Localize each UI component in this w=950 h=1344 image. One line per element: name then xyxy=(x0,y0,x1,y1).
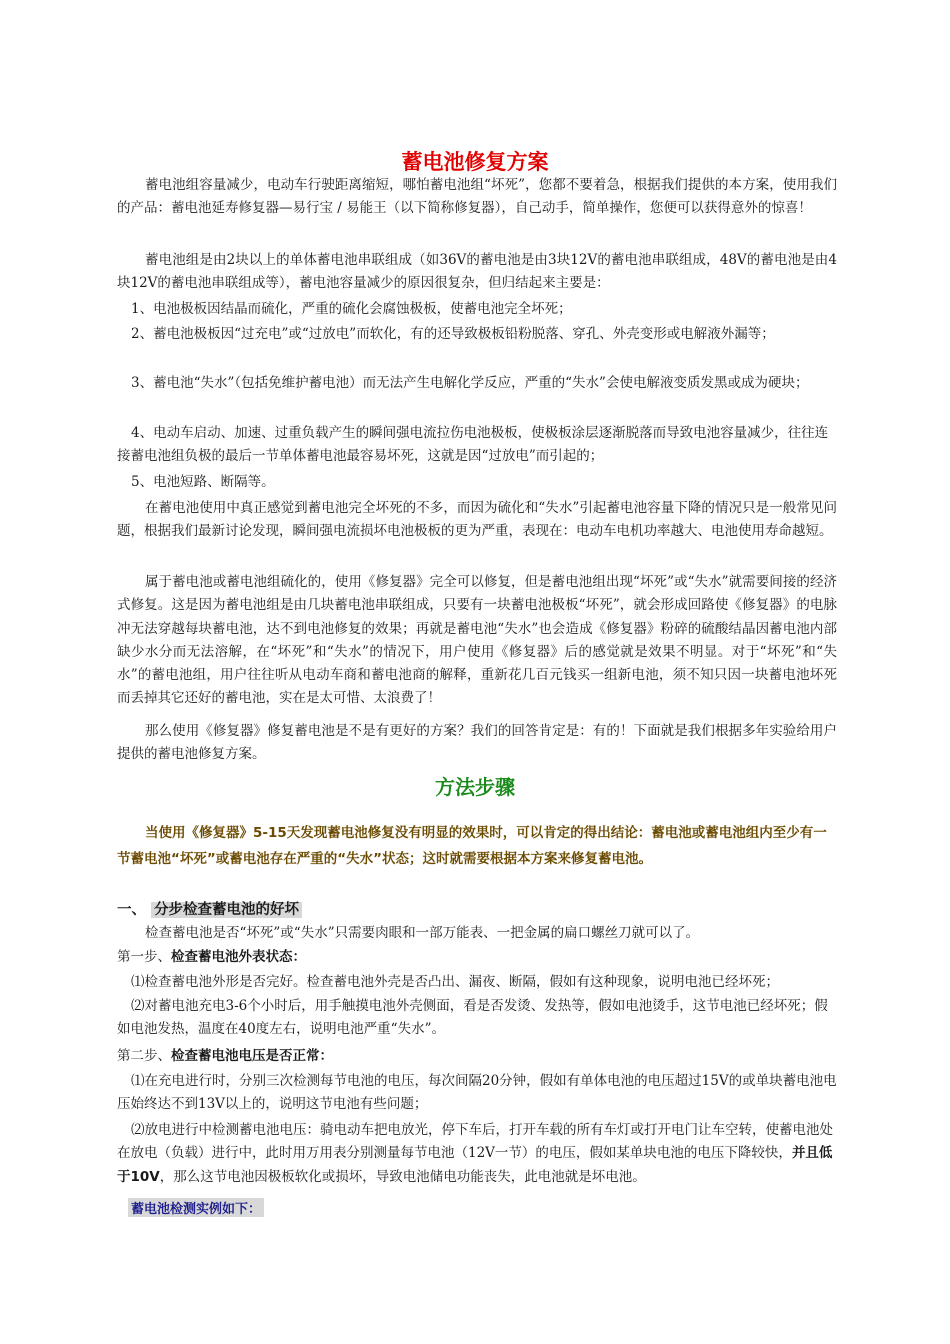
step-1-item-1: ⑴检查蓄电池外形是否完好。检查蓄电池外壳是否凸出、漏夜、断隔，假如有这种现象，说明电池已经坏死； xyxy=(131,974,779,990)
step-1-prefix: 第一步、 xyxy=(117,949,171,965)
step-1-title: 检查蓄电池外表状态： xyxy=(171,949,306,965)
body-paragraph-2: 属于蓄电池或蓄电池组硫化的，使用《修复器》完全可以修复，但是蓄电池组出现“坏死”或“失水”就需要间接的经济式修复。这是因为蓄电池组是由几块蓄电池串联组成，只要有一块蓄电池极板“坏死”，就会形成回路使《修复器》的电脉冲无法穿越每块蓄电池，达不到电池修复的效果；再就是蓄电池“失水”也会造成《修复器》粉碎的硫酸结晶因蓄电池内部缺少水分而无法溶解，在“坏死”和“失水”的情况下，用户使用《修复器》后的感觉就是效果不明显。对于“坏死”和“失水”的蓄电池组，用户往往听从电动车商和蓄电池商的解释，重新花几百元钱买一组新电池，须不知只因一块蓄电池坏死而丢掉其它还好的蓄电池，实在是太可惜、太浪费了！ xyxy=(117,574,837,707)
step-1-line xyxy=(117,946,839,969)
section-1-heading xyxy=(117,898,302,919)
cause-item-1: 1、电池极板因结晶而硫化，严重的硫化会腐蚀极板，使蓄电池完全坏死； xyxy=(131,301,572,317)
step-2-item-2-text-b: ，那么这节电池因极板软化或损坏，导致电池储电功能丧失，此电池就是坏电池。 xyxy=(159,1168,646,1185)
step-2-item-2-text-a: ⑵放电进行中检测蓄电池电压：骑电动车把电放光，停下车后，打开车载的所有车灯或打开电门让车空转，使蓄电池处在放电（负载）进行中，此时用万用表分别测量每节电池（12V一节）的电压，假如某单块电池的电压下降较快， xyxy=(117,1122,833,1162)
method-title: 方法步骤 xyxy=(435,775,515,799)
step-1-item-2: ⑵对蓄电池充电3-6个小时后，用手触摸电池外壳侧面，看是否发烫、发热等，假如电池烫手，这节电池已经坏死；假如电池发热，温度在40度左右，说明电池严重“失水”。 xyxy=(117,998,828,1038)
intro-paragraph-2: 蓄电池组是由2块以上的单体蓄电池串联组成（如36V的蓄电池是由3块12V的蓄电池串联组成，48V的蓄电池是由4块12V的蓄电池串联组成等），蓄电池容量减少的原因很复杂，但归结起来主要是： xyxy=(117,252,837,292)
body-paragraph-1: 在蓄电池使用中真正感觉到蓄电池完全坏死的不多，而因为硫化和“失水”引起蓄电池容量下降的情况只是一般常见问题，根据我们最新讨论发现，瞬间强电流损坏电池极板的更为严重，表现在：电动车电机功率越大、电池使用寿命越短。 xyxy=(117,500,837,540)
step-2-item-1: ⑴在充电进行时，分别三次检测每节电池的电压，每次间隔20分钟，假如有单体电池的电压超过15V的或单块蓄电池电压始终达不到13V以上的，说明这节电池有些问题； xyxy=(117,1073,837,1113)
section-1-title: 分步检查蓄电池的好坏 xyxy=(151,902,302,918)
conclusion-paragraph: 当使用《修复器》5-15天发现蓄电池修复没有明显的效果时，可以肯定的得出结论：蓄电池或蓄电池组内至少有一节蓄电池“坏死”或蓄电池存在严重的“失水”状态；这时就需要根据本方案来修复蓄电池。 xyxy=(117,825,827,867)
cause-item-2: 2、蓄电池极板因“过充电”或“过放电”而软化，有的还导致极板铅粉脱落、穿孔、外壳变形或电解液外漏等； xyxy=(131,326,775,342)
page-title: 蓄电池修复方案 xyxy=(401,150,549,174)
step-2-prefix: 第二步、 xyxy=(117,1048,171,1064)
section-1-intro: 检查蓄电池是否“坏死”或“失水”只需要肉眼和一部万能表、一把金属的扁口螺丝刀就可以了。 xyxy=(145,925,700,941)
section-1-number: 一、 xyxy=(117,902,146,918)
intro-paragraph-1: 蓄电池组容量减少，电动车行驶距离缩短，哪怕蓄电池组“坏死”，您都不要着急，根据我们提供的本方案，使用我们的产品：蓄电池延寿修复器—易行宝 / 易能王（以下简称修复器），自己动手，简单操作，您便可以获得意外的惊喜！ xyxy=(117,177,837,217)
cause-item-4: 4、电动车启动、加速、过重负载产生的瞬间强电流拉伤电池极板，使极板涂层逐渐脱落而导致电池容量减少，往往连接蓄电池组负极的最后一节单体蓄电池最容易坏死，这就是因“过放电”而引起的； xyxy=(117,425,829,465)
step-2-item-2-bold: 并且低于10V xyxy=(117,1145,833,1185)
cause-item-5: 5、电池短路、断隔等。 xyxy=(131,474,275,490)
example-label: 蓄电池检测实例如下： xyxy=(128,1198,264,1217)
cause-item-3: 3、蓄电池“失水”（包括免维护蓄电池）而无法产生电解化学反应，严重的“失水”会使电解液变质发黑或成为硬块； xyxy=(131,375,809,391)
body-paragraph-3: 那么使用《修复器》修复蓄电池是不是有更好的方案？我们的回答肯定是：有的！下面就是我们根据多年实验给用户提供的蓄电池修复方案。 xyxy=(117,723,837,763)
step-2-item-2 xyxy=(117,1119,839,1189)
step-2-title: 检查蓄电池电压是否正常： xyxy=(171,1048,333,1064)
step-2-line xyxy=(117,1045,839,1068)
